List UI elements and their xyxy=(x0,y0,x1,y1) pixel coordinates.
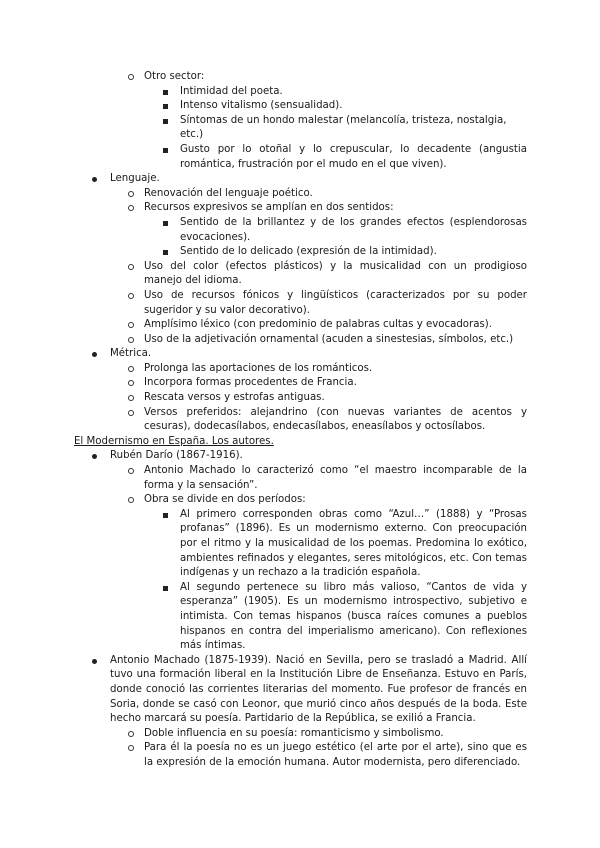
square-bullet-icon xyxy=(163,513,168,518)
list-item: Antonio Machado (1875-1939). Nació en Sevilla, pero se trasladó a Madrid. Allí tuvo una formación liberal en la Institución Libre de Enseñanza. Estuvo en París, donde conoció las corrientes literarias del momento. Fue profesor de francés en Soria, donde se casó con Leonor, que murió cinco años después de la boda. Este hecho marcará su poesía. Partidario de la República, se exilió a Francia. xyxy=(0,654,527,727)
list-item: Prolonga las aportaciones de los románticos. xyxy=(0,362,527,377)
hollow-circle-bullet-icon xyxy=(128,468,134,474)
square-bullet-icon xyxy=(163,90,168,95)
square-bullet-icon xyxy=(163,221,168,226)
square-bullet-icon xyxy=(163,104,168,109)
list-item: Rescata versos y estrofas antiguas. xyxy=(0,391,527,406)
list-item: Renovación del lenguaje poético. xyxy=(0,187,527,202)
list-item: Otro sector: xyxy=(0,70,527,85)
list-item: Sentido de lo delicado (expresión de la intimidad). xyxy=(0,245,527,260)
list-item: Rubén Darío (1867-1916). xyxy=(0,449,527,464)
list-item: Antonio Machado lo caracterizó como “el maestro incomparable de la forma y la sensación”. xyxy=(0,464,527,493)
hollow-circle-bullet-icon xyxy=(128,745,134,751)
list-item: Doble influencia en su poesía: romanticismo y simbolismo. xyxy=(0,727,527,742)
list-item: Gusto por lo otoñal y lo crepuscular, lo decadente (angustia romántica, frustración por el mudo en el que viven). xyxy=(0,143,527,172)
hollow-circle-bullet-icon xyxy=(128,264,134,270)
list-item: Obra se divide en dos períodos: xyxy=(0,493,527,508)
section-heading: El Modernismo en España. Los autores. xyxy=(74,435,274,447)
document-page xyxy=(0,70,600,771)
hollow-circle-bullet-icon xyxy=(128,395,134,401)
list-item: Uso de recursos fónicos y lingüísticos (caracterizados por su poder sugeridor y su valor decorativo). xyxy=(0,289,527,318)
hollow-circle-bullet-icon xyxy=(128,322,134,328)
hollow-circle-bullet-icon xyxy=(128,366,134,372)
hollow-circle-bullet-icon xyxy=(128,410,134,416)
square-bullet-icon xyxy=(163,119,168,124)
filled-circle-bullet-icon xyxy=(92,454,97,459)
list-item: Sentido de la brillantez y de los grandes efectos (esplendorosas evocaciones). xyxy=(0,216,527,245)
hollow-circle-bullet-icon xyxy=(128,380,134,386)
square-bullet-icon xyxy=(163,250,168,255)
list-item: Para él la poesía no es un juego estético (el arte por el arte), sino que es la expresión de la emoción humana. Autor modernista, pero diferenciado. xyxy=(0,741,527,770)
square-bullet-icon xyxy=(163,586,168,591)
list-item: Al segundo pertenece su libro más valioso, “Cantos de vida y esperanza” (1905). Es un modernismo introspectivo, subjetivo e intimista. Con temas hispanos (busca raíces comunes a pueblos hispanos en contra del imperialismo americano). Con reflexiones más íntimas. xyxy=(0,581,527,654)
list-item: Amplísimo léxico (con predominio de palabras cultas y evocadoras). xyxy=(0,318,527,333)
hollow-circle-bullet-icon xyxy=(128,731,134,737)
list-item: Intenso vitalismo (sensualidad). xyxy=(0,99,527,114)
list-item: Recursos expresivos se amplían en dos sentidos: xyxy=(0,201,527,216)
square-bullet-icon xyxy=(163,148,168,153)
list-item: Uso del color (efectos plásticos) y la musicalidad con un prodigioso manejo del idioma. xyxy=(0,260,527,289)
list-item: Métrica. xyxy=(0,347,527,362)
list-item: Versos preferidos: alejandrino (con nuevas variantes de acentos y cesuras), dodecasílabos, endecasílabos, eneasílabos y octosílabos. xyxy=(0,406,527,435)
list-item: Lenguaje. xyxy=(0,172,527,187)
list-item: Síntomas de un hondo malestar (melancolía, tristeza, nostalgia, etc.) xyxy=(0,114,527,143)
filled-circle-bullet-icon xyxy=(92,177,97,182)
filled-circle-bullet-icon xyxy=(92,352,97,357)
hollow-circle-bullet-icon xyxy=(128,337,134,343)
hollow-circle-bullet-icon xyxy=(128,191,134,197)
list-item: Incorpora formas procedentes de Francia. xyxy=(0,376,527,391)
hollow-circle-bullet-icon xyxy=(128,293,134,299)
list-item: Intimidad del poeta. xyxy=(0,85,527,100)
hollow-circle-bullet-icon xyxy=(128,205,134,211)
hollow-circle-bullet-icon xyxy=(128,497,134,503)
list-item: Al primero corresponden obras como “Azul…” (1888) y “Prosas profanas” (1896). Es un modernismo externo. Con preocupación por el ritmo y la musicalidad de los poemas. Predomina lo exótico, ambientes refinados y elegantes, seres mitológicos, etc. Con temas indígenas y un rechazo a la tradición española. xyxy=(0,508,527,581)
filled-circle-bullet-icon xyxy=(92,659,97,664)
hollow-circle-bullet-icon xyxy=(128,74,134,80)
list-item: Uso de la adjetivación ornamental (acuden a sinestesias, símbolos, etc.) xyxy=(0,333,527,348)
